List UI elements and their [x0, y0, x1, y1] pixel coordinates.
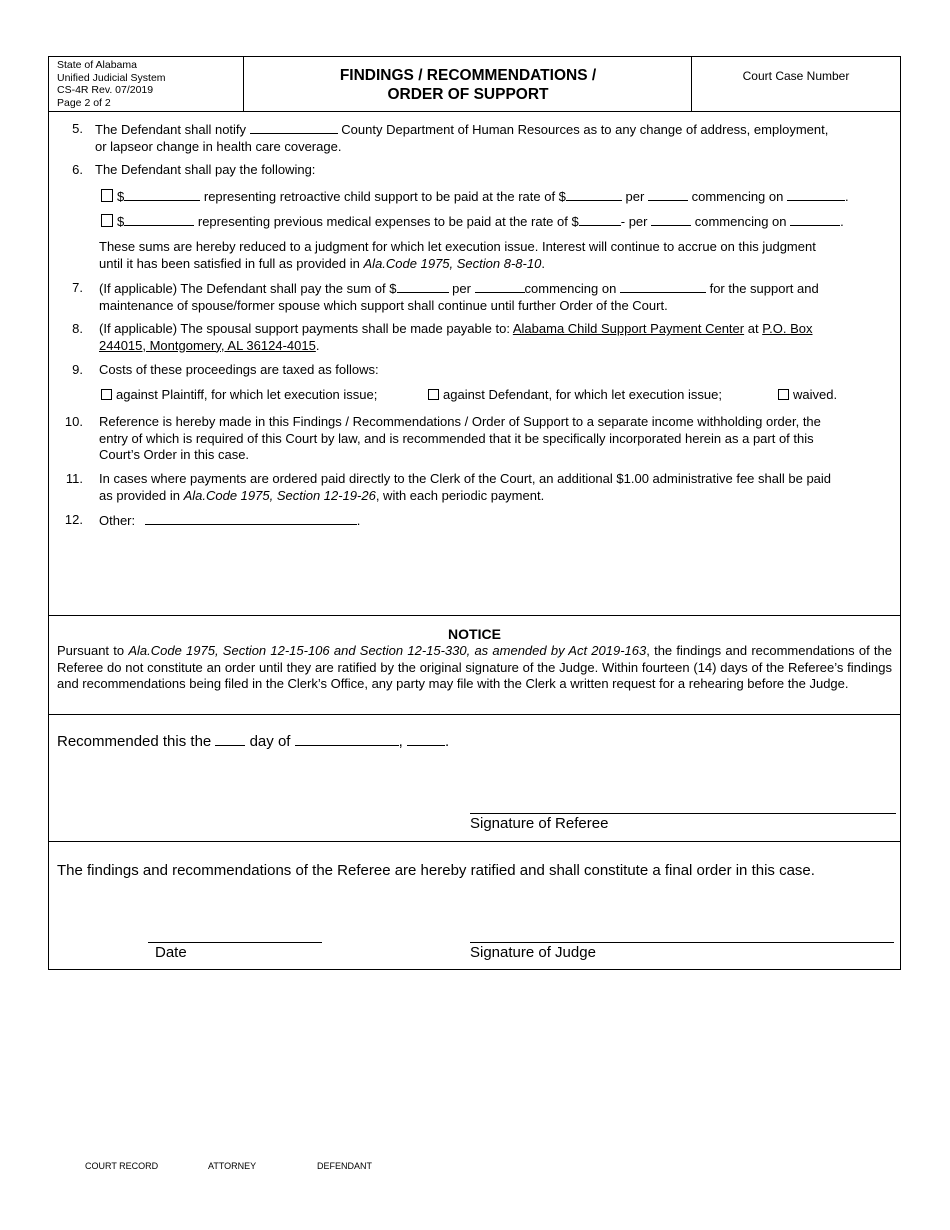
period: . — [444, 733, 450, 750]
retroactive-rate-blank[interactable] — [566, 188, 622, 201]
item-10-line-1: Reference is hereby made in this Findings / Recommendations / Order of Support to a separate income withholding order, the — [99, 414, 821, 429]
judge-signature-line[interactable] — [470, 942, 894, 943]
item-number: 8. — [72, 321, 83, 336]
item-5-text-b: County Department of Human Resources as to any change of address, employment, — [341, 122, 829, 137]
recommended-day-blank[interactable] — [215, 733, 245, 746]
judgment-text-1: These sums are hereby reduced to a judgment for which let execution issue. Interest will continue to accrue on this judgment — [99, 239, 816, 254]
recommended-label: Recommended this the — [57, 733, 212, 750]
form-page — [48, 56, 901, 970]
medical-expenses-checkbox[interactable] — [101, 214, 113, 227]
per-label: per — [628, 214, 648, 229]
payee-name: Alabama Child Support Payment Center — [512, 321, 745, 336]
judgment-text-2: until it has been satisfied in full as provided in — [99, 255, 360, 271]
recommended-date-line — [57, 733, 449, 750]
copy-court-record: COURT RECORD — [85, 1161, 159, 1171]
date-label: Date — [155, 944, 187, 961]
item-text — [99, 414, 888, 464]
spousal-date-blank[interactable] — [620, 280, 706, 293]
item-11-text-a: as provided in — [99, 487, 180, 503]
day-of-label: day of — [249, 733, 291, 750]
form-title — [245, 57, 691, 111]
per-label: per — [625, 189, 645, 204]
payee-address-2: 244015, Montgomery, AL 36124-4015 — [99, 337, 316, 353]
item-number: 5. — [72, 121, 83, 136]
notice-text-a: Pursuant to — [57, 643, 125, 658]
recommended-year-blank[interactable] — [407, 733, 445, 746]
ratification-text: The findings and recommendations of the Referee are hereby ratified and shall constitute a final order in this case. — [57, 862, 815, 879]
notice-body — [57, 643, 892, 693]
spousal-period-blank[interactable] — [475, 280, 525, 293]
county-blank[interactable] — [250, 121, 338, 134]
item-text: The Defendant shall pay the following: — [95, 162, 316, 177]
period: . — [356, 513, 361, 528]
item-7-text-e: maintenance of spouse/former spouse which support shall continue until further Order of the Court. — [99, 297, 668, 313]
item-text — [99, 471, 888, 504]
medical-date-blank[interactable] — [790, 213, 840, 226]
retroactive-text: representing retroactive child support to be paid at the rate of $ — [203, 189, 566, 204]
notice-citation: Ala.Code 1975, Section 12-15-106 and Section 12-15-330, as amended by Act 2019-163 — [128, 643, 647, 658]
period: . — [315, 337, 320, 353]
page-number: Page 2 of 2 — [57, 96, 111, 109]
recommended-month-blank[interactable] — [295, 733, 399, 746]
item-text — [99, 512, 888, 530]
medical-text: representing previous medical expenses to be paid at the rate of $ — [197, 214, 579, 229]
item-number: 6. — [72, 162, 83, 177]
notice-text-b: , the findings and recommendations of the Referee do not constitute an order until they are ratified by the original signature of the Judge. Within fourteen (14) days of the Referee’s findings and recommendations being filed in the Clerk’s Office, any party may file with the Clerk a written request for a rehearing before the Judge. — [57, 643, 892, 691]
medical-period-blank[interactable] — [651, 213, 691, 226]
per-label: per — [452, 281, 471, 296]
case-number-field[interactable] — [691, 57, 900, 111]
item-text — [99, 280, 888, 314]
form-header — [49, 57, 900, 112]
item-10-line-3: Court’s Order in this case. — [99, 447, 250, 462]
dollar-sign: $ — [117, 214, 125, 229]
court-identifier — [49, 57, 244, 111]
item-11-text-b: , with each periodic payment. — [375, 487, 545, 503]
costs-plaintiff-checkbox[interactable] — [101, 389, 112, 400]
other-label: Other: — [99, 513, 136, 528]
item-number: 9. — [72, 362, 83, 377]
costs-defendant-label: against Defendant, for which let execution issue; — [443, 387, 722, 402]
period: . — [840, 214, 844, 229]
period: . — [541, 255, 545, 271]
medical-amount-blank[interactable] — [124, 213, 194, 226]
dash: - — [620, 214, 626, 229]
costs-waived-checkbox[interactable] — [778, 389, 789, 400]
commencing-label: commencing on — [694, 214, 787, 229]
costs-waived-label: waived. — [793, 387, 838, 402]
referee-signature-line[interactable] — [470, 813, 896, 814]
notice-section — [49, 615, 900, 715]
item-5-text-a: The Defendant shall notify — [95, 122, 247, 137]
retroactive-date-blank[interactable] — [787, 188, 845, 201]
commencing-label: commencing on — [524, 281, 617, 296]
retroactive-amount-blank[interactable] — [124, 188, 200, 201]
form-number: CS-4R Rev. 07/2019 — [57, 84, 154, 96]
item-number: 10. — [64, 414, 83, 429]
medical-rate-blank[interactable] — [579, 213, 621, 226]
copy-defendant: DEFENDANT — [317, 1161, 373, 1171]
comma: , — [398, 733, 403, 750]
judge-signature-label: Signature of Judge — [470, 944, 596, 961]
case-number-label: Court Case Number — [742, 69, 850, 83]
item-number: 11. — [65, 471, 83, 486]
payee-address-1: P.O. Box — [762, 321, 813, 336]
item-text — [99, 321, 888, 354]
item-11-citation: Ala.Code 1975, Section 12-19-26 — [183, 487, 376, 503]
item-8-text-a: (If applicable) The spousal support payments shall be made payable to: — [99, 321, 510, 336]
costs-plaintiff-label: against Plaintiff, for which let execution issue; — [116, 387, 378, 402]
costs-defendant-checkbox[interactable] — [428, 389, 439, 400]
period: . — [845, 189, 849, 204]
item-7-text-a: (If applicable) The Defendant shall pay the sum of $ — [99, 281, 397, 296]
at-label: at — [747, 321, 759, 336]
title-line-1: FINDINGS / RECOMMENDATIONS / — [339, 67, 597, 84]
retroactive-period-blank[interactable] — [648, 188, 688, 201]
item-number: 7. — [72, 280, 83, 295]
item-text — [95, 121, 888, 155]
item-number: 12. — [64, 512, 83, 527]
date-signature-line[interactable] — [148, 942, 322, 943]
state-label: State of Alabama — [57, 59, 137, 71]
item-10-line-2: entry of which is required of this Court by law, and is recommended that it be specifically incorporated herein as a part of this — [99, 430, 814, 446]
item-7-text-d: for the support and — [709, 281, 819, 296]
other-blank[interactable] — [145, 512, 357, 525]
title-line-2: ORDER OF SUPPORT — [387, 86, 549, 103]
recommendation-section — [49, 714, 900, 842]
commencing-label: commencing on — [691, 189, 784, 204]
item-11-line-1: In cases where payments are ordered paid directly to the Clerk of the Court, an additional $1.00 administrative fee shall be paid — [99, 471, 832, 486]
item-text: Costs of these proceedings are taxed as follows: — [99, 362, 379, 377]
item-5-text-c: or lapseor change in health care coverage. — [95, 138, 342, 154]
notice-title: NOTICE — [448, 626, 501, 642]
retroactive-support-checkbox[interactable] — [101, 189, 113, 202]
judgment-citation: Ala.Code 1975, Section 8-8-10 — [363, 255, 542, 271]
spousal-amount-blank[interactable] — [397, 280, 449, 293]
dollar-sign: $ — [117, 189, 125, 204]
ratification-section — [49, 842, 900, 969]
system-label: Unified Judicial System — [57, 71, 166, 84]
copy-attorney: ATTORNEY — [208, 1161, 257, 1171]
referee-signature-label: Signature of Referee — [470, 815, 609, 832]
